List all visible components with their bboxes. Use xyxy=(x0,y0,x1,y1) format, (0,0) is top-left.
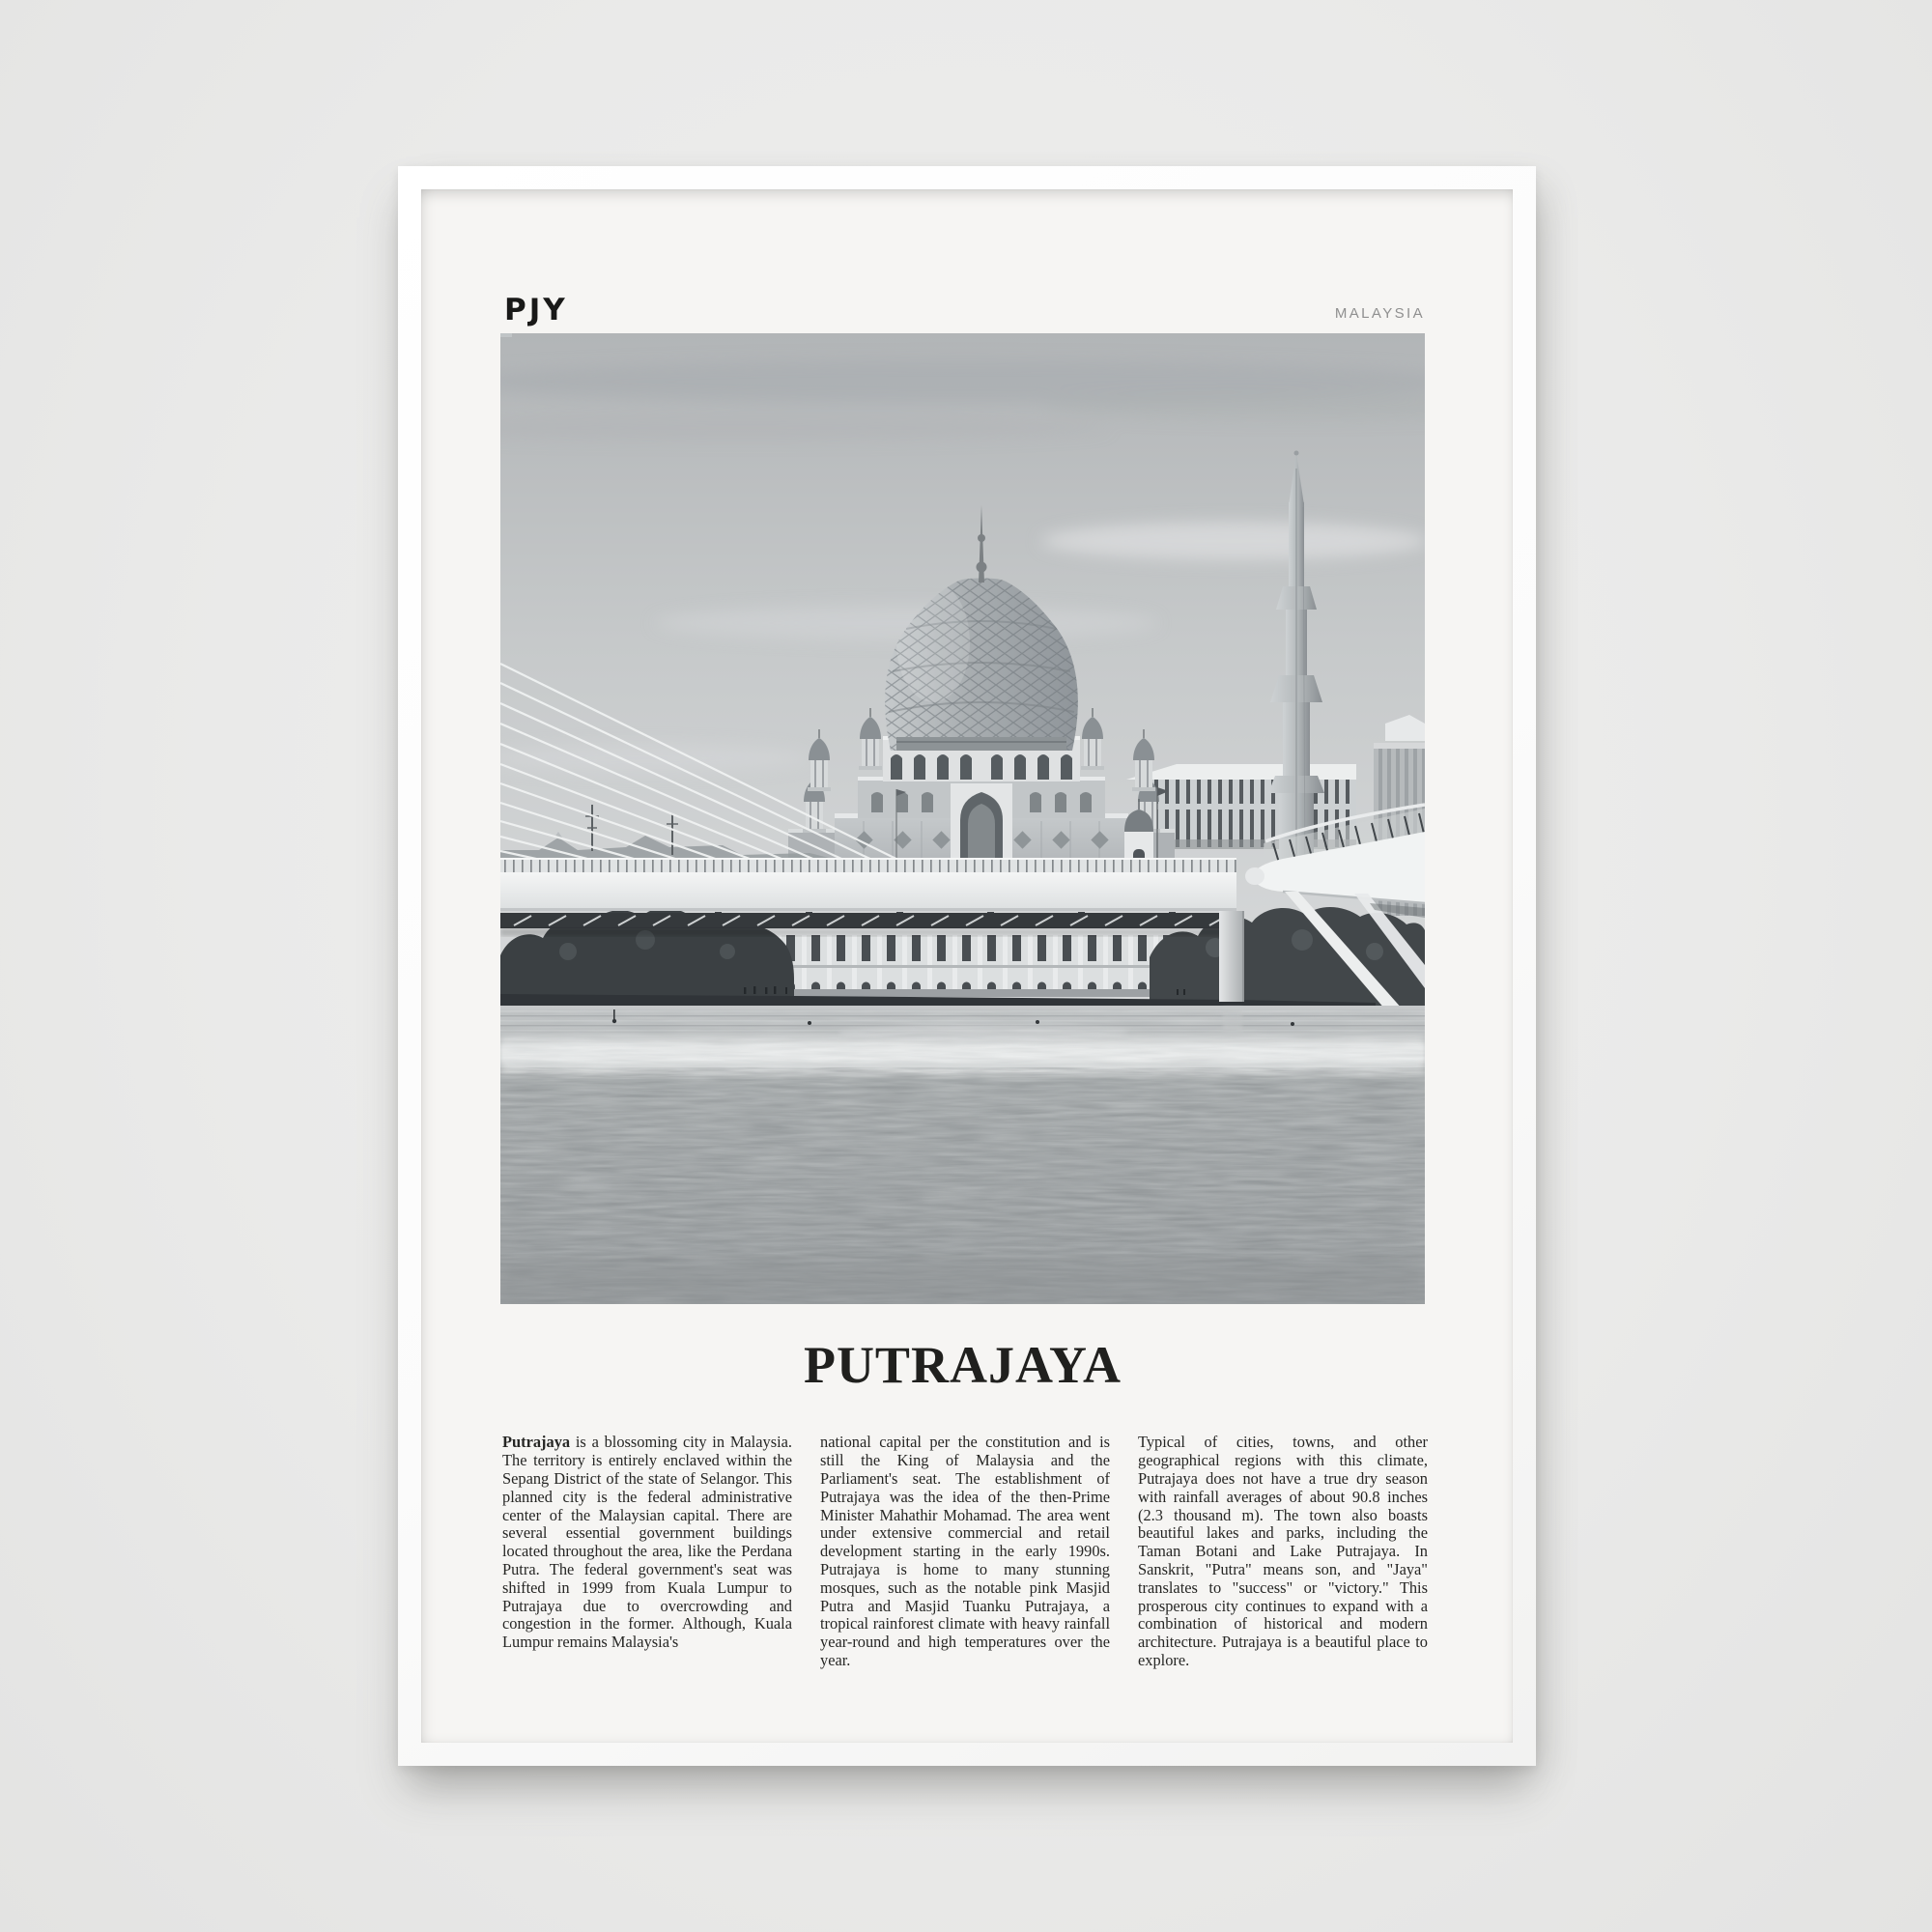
body-column-3 xyxy=(1138,1434,1428,1669)
poster-country-label: MALAYSIA xyxy=(1334,305,1425,322)
putrajaya-photo-illustration xyxy=(500,333,1425,1304)
body-column-1 xyxy=(502,1434,792,1669)
body-column-1-text: is a blossoming city in Malaysia. The territory is entirely enclaved within the Sepang District of the state of Selangor. This planned city is the federal administrative center of the Malaysian capital. There are several essential government buildings located throughout the area, like the Perdana Putra. The federal government's seat was shifted in 1999 from Kuala Lumpur to Putrajaya due to overcrowding and congestion in the former. Although, Kuala Lumpur remains Malaysia's xyxy=(502,1433,792,1652)
body-column-2-text: national capital per the constitution and is still the King of Malaysia and the Parliament's seat. The establishment of Putrajaya was the idea of the then-Prime Minister Mahathir Mohamad. The area went under extensive commercial and retail development starting in the early 1990s. Putrajaya is home to many stunning mosques, such as the notable pink Masjid Putra and Masjid Tuanku Putrajaya, a tropical rainforest climate with heavy rainfall year-round and high temperatures over the year. xyxy=(820,1433,1110,1669)
poster-brand: PJY xyxy=(504,293,568,327)
body-lead-word: Putrajaya xyxy=(502,1433,571,1452)
poster xyxy=(421,189,1513,1743)
body-column-2 xyxy=(820,1434,1110,1669)
poster-body xyxy=(502,1418,1428,1686)
lake-water xyxy=(500,1006,1425,1304)
poster-frame xyxy=(398,166,1536,1766)
poster-photo xyxy=(500,333,1425,1304)
body-column-3-text: Typical of cities, towns, and other geographical regions with this climate, Putrajaya does not have a true dry season with rainfall averages of about 90.8 inches (2.3 thousand m). The town also boasts beautiful lakes and parks, including the Taman Botani and Lake Putrajaya. In Sanskrit, "Putra" means son, and "Jaya" translates to "success" or "victory." This prosperous city continues to expand with a combination of historical and modern architecture. Putrajaya is a beautiful place to explore. xyxy=(1138,1433,1428,1669)
poster-title: PUTRAJAYA xyxy=(803,1336,1122,1394)
